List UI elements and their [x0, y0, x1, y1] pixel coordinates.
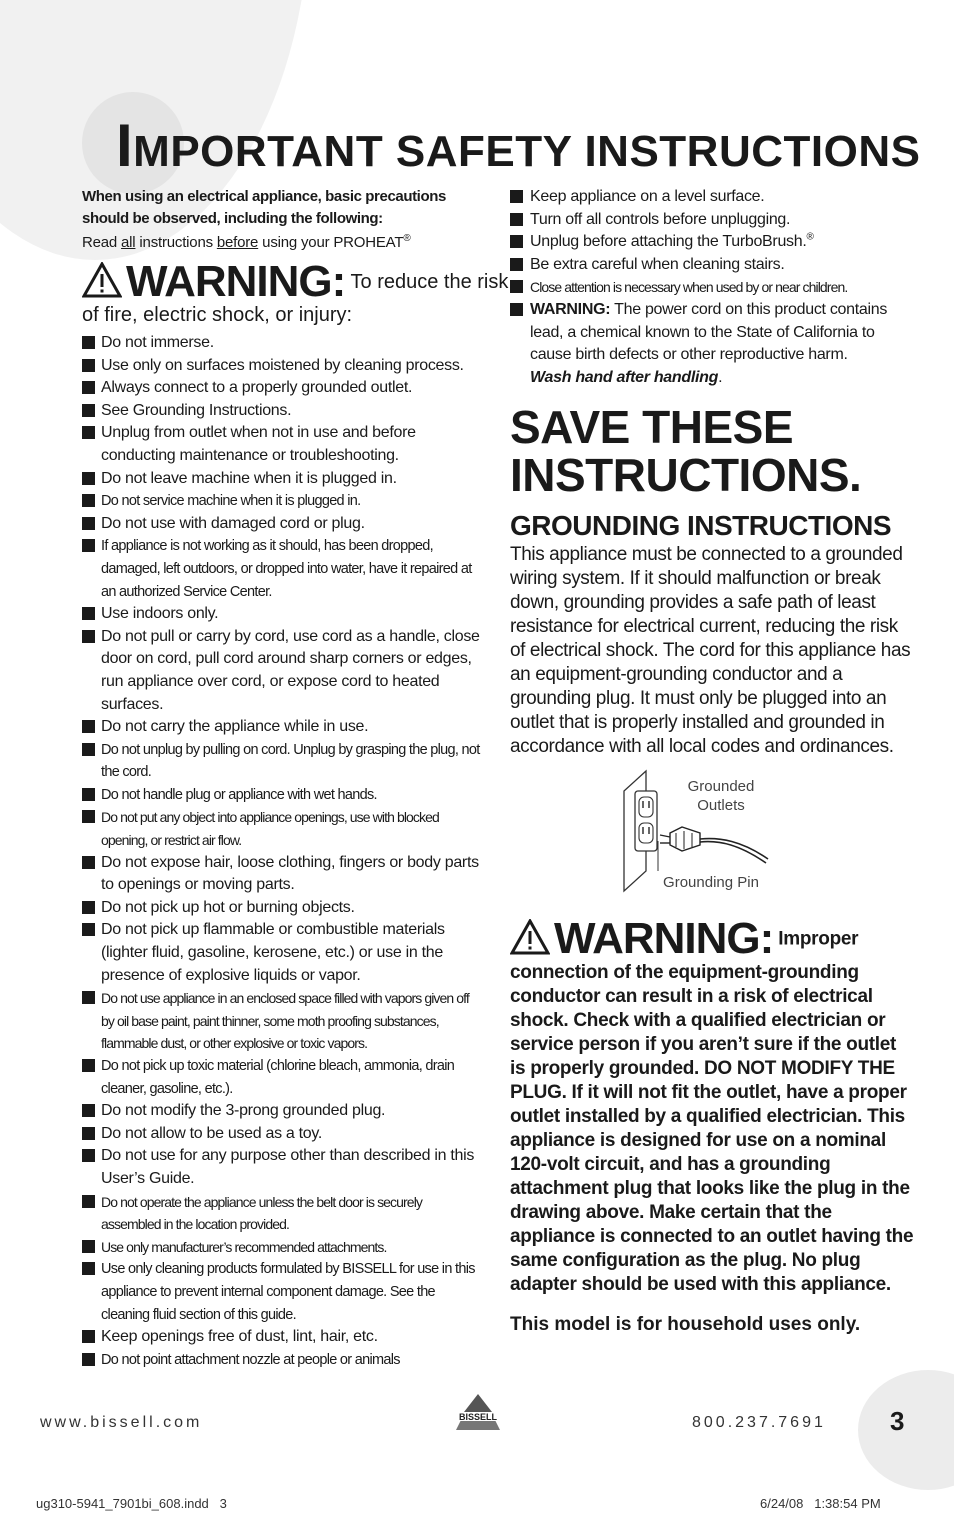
warning-text: To reduce the risk — [345, 271, 509, 293]
list-item: Do not pick up hot or burning objects. — [82, 897, 482, 920]
list-item: Do not carry the appliance while in use. — [82, 716, 482, 739]
list-item: Do not expose hair, loose clothing, fingers or body parts to openings or moving parts. — [82, 852, 482, 897]
list-item: Use only cleaning products formulated by BISSELL for use in this appliance to prevent internal component damage. See the cleaning fluid section of this guide. — [82, 1258, 482, 1326]
list-item: Do not leave machine when it is plugged in. — [82, 468, 482, 491]
label-line-2: Outlets — [697, 797, 745, 815]
save-line-1: SAVE THESE — [510, 401, 793, 454]
list-item: Do not service machine when it is plugged in. — [82, 490, 482, 513]
grounding-heading: GROUNDING INSTRUCTIONS — [510, 510, 891, 542]
list-item: Close attention is necessary when used by or near children. — [510, 276, 915, 299]
warning-first-word: Improper — [773, 928, 859, 950]
list-item: Do not modify the 3-prong grounded plug. — [82, 1100, 482, 1123]
grounded-outlets-label — [680, 777, 762, 815]
print-timestamp: 6/24/08 1:38:54 PM — [760, 1496, 881, 1511]
list-item: Use only manufacturer’s recommended attachments. — [82, 1236, 482, 1259]
list-item: Keep openings free of dust, lint, hair, etc. — [82, 1326, 482, 1349]
list-item — [510, 231, 915, 254]
page-title — [116, 112, 921, 179]
list-item: Do not use with damaged cord or plug. — [82, 513, 482, 536]
list-item: Use indoors only. — [82, 603, 482, 626]
prop65-warning-text: The power cord on this product contains lead, a chemical known to the State of California to cause birth defects or other reproductive harm. — [530, 300, 888, 364]
warning-word: WARNING: — [554, 914, 774, 964]
list-item: Do not pick up toxic material (chlorine bleach, ammonia, drain cleaner, gasoline, etc.). — [82, 1055, 482, 1100]
registered-mark: ® — [806, 231, 814, 243]
list-item: If appliance is not working as it should, has been dropped, damaged, left outdoors, or dropped into water, have it repaired at an authorized Service Center. — [82, 535, 482, 603]
title-rest: MPORTANT SAFETY INSTRUCTIONS — [133, 127, 921, 176]
list-item: Do not immerse. — [82, 332, 482, 355]
read-before: before — [216, 234, 259, 251]
registered-mark: ® — [403, 233, 411, 244]
grounded-outlet-illustration — [510, 763, 915, 903]
read-post: using your PROHEAT — [258, 234, 404, 251]
grounding-pin-label: Grounding Pin — [663, 874, 759, 892]
label-line-1: Grounded — [687, 778, 755, 796]
grounding-warning-text: connection of the equipment-grounding conductor can result in a risk of electrical shock. Check with a qualified electrician or service person if you aren’t sure if the outlet is properly grounded. DO NOT MODIFY THE PLUG. If it will not fit the outlet, have a proper outlet installed by a qualified electrician. This appliance is designed for use on a nominal 120-volt circuit, and has a grounding attachment plug that looks like the plug in the drawing above. Make certain that the appliance is connected to an outlet having the same configuration as the plug. No plug adapter should be used with this appliance. — [510, 962, 914, 1296]
title-first-letter: I — [116, 112, 134, 179]
left-column — [82, 186, 509, 1371]
grounding-warning — [510, 914, 915, 1297]
list-item: Do not pull or carry by cord, use cord as a handle, close door on cord, pull cord around sharp corners or edges, run appliance over cord, or expose cord to heated surfaces. — [82, 626, 482, 716]
logo-text: BISSELL — [458, 1412, 498, 1422]
warning-text-continued: of fire, electric shock, or injury: — [82, 304, 353, 326]
page-number: 3 — [890, 1406, 905, 1436]
bissell-logo — [448, 1392, 508, 1432]
warning-heading — [82, 257, 509, 306]
list-item: Do not operate the appliance unless the belt door is securely assembled in the location provided. — [82, 1191, 482, 1236]
turbobrush-text: Unplug before attaching the TurboBrush. — [530, 233, 807, 251]
period: . — [718, 368, 723, 386]
list-item: Do not allow to be used as a toy. — [82, 1123, 482, 1146]
read-all: all — [121, 234, 136, 251]
intro-read-line — [82, 232, 482, 254]
list-item: Use only on surfaces moistened by cleaning process. — [82, 355, 482, 378]
prop65-warning-label: WARNING: — [530, 300, 611, 318]
list-item: Do not use appliance in an enclosed space filled with vapors given off by oil base paint, paint thinner, some moth proofing substances, flammable dust, or other explosive or toxic vapors. — [82, 987, 482, 1055]
page-number-circle-shape — [858, 1370, 954, 1490]
list-item: See Grounding Instructions. — [82, 400, 482, 423]
list-item: Always connect to a properly grounded outlet. — [82, 377, 482, 400]
grounding-text: This appliance must be connected to a grounded wiring system. If it should malfunction or break down, grounding provides a safe path of least resistance for electrical current, reducing the risk of electrical shock. The cord for this appliance has an equipment-grounding conductor and a grounding plug. It must only be plugged into an outlet that is properly installed and grounded in accordance with all local codes and ordinances. — [510, 544, 911, 758]
list-item: Unplug from outlet when not in use and before conducting maintenance or troubleshooting. — [82, 422, 482, 467]
read-pre: Read — [82, 234, 122, 251]
save-line-2: INSTRUCTIONS. — [510, 449, 862, 502]
list-item: Keep appliance on a level surface. — [510, 186, 915, 209]
right-column — [510, 186, 915, 1337]
list-item: Be extra careful when cleaning stairs. — [510, 254, 915, 277]
list-item: Turn off all controls before unplugging. — [510, 209, 915, 232]
household-use-note: This model is for household uses only. — [510, 1314, 861, 1336]
intro-precautions: When using an electrical appliance, basic precautions should be observed, including the following: — [82, 188, 446, 227]
warning-triangle-icon — [82, 262, 122, 302]
safety-list — [82, 332, 482, 1371]
warning-heading-2 — [510, 914, 915, 964]
list-item: Do not use for any purpose other than described in this User’s Guide. — [82, 1145, 482, 1190]
warning-word: WARNING: — [126, 257, 346, 306]
list-item: Do not handle plug or appliance with wet hands. — [82, 784, 482, 807]
save-instructions-heading — [510, 401, 915, 502]
file-slug: ug310-5941_7901bi_608.indd 3 — [36, 1496, 227, 1511]
list-item: Do not unplug by pulling on cord. Unplug by grasping the plug, not the cord. — [82, 739, 482, 784]
safety-list-continued — [510, 186, 915, 389]
read-mid: instructions — [135, 234, 217, 251]
website-link[interactable]: www.bissell.com — [40, 1414, 203, 1431]
list-item: Do not put any object into appliance openings, use with blocked opening, or restrict air flow. — [82, 806, 482, 851]
wash-hands-note: Wash hand after handling — [530, 368, 719, 386]
phone-number: 800.237.7691 — [692, 1414, 826, 1431]
list-item: Do not pick up flammable or combustible materials (lighter fluid, gasoline, kerosene, etc.) or use in the presence of explosive liquids or vapor. — [82, 919, 482, 987]
list-item: Do not point attachment nozzle at people or animals — [82, 1349, 482, 1372]
list-item — [510, 299, 915, 389]
warning-triangle-icon — [510, 919, 550, 959]
